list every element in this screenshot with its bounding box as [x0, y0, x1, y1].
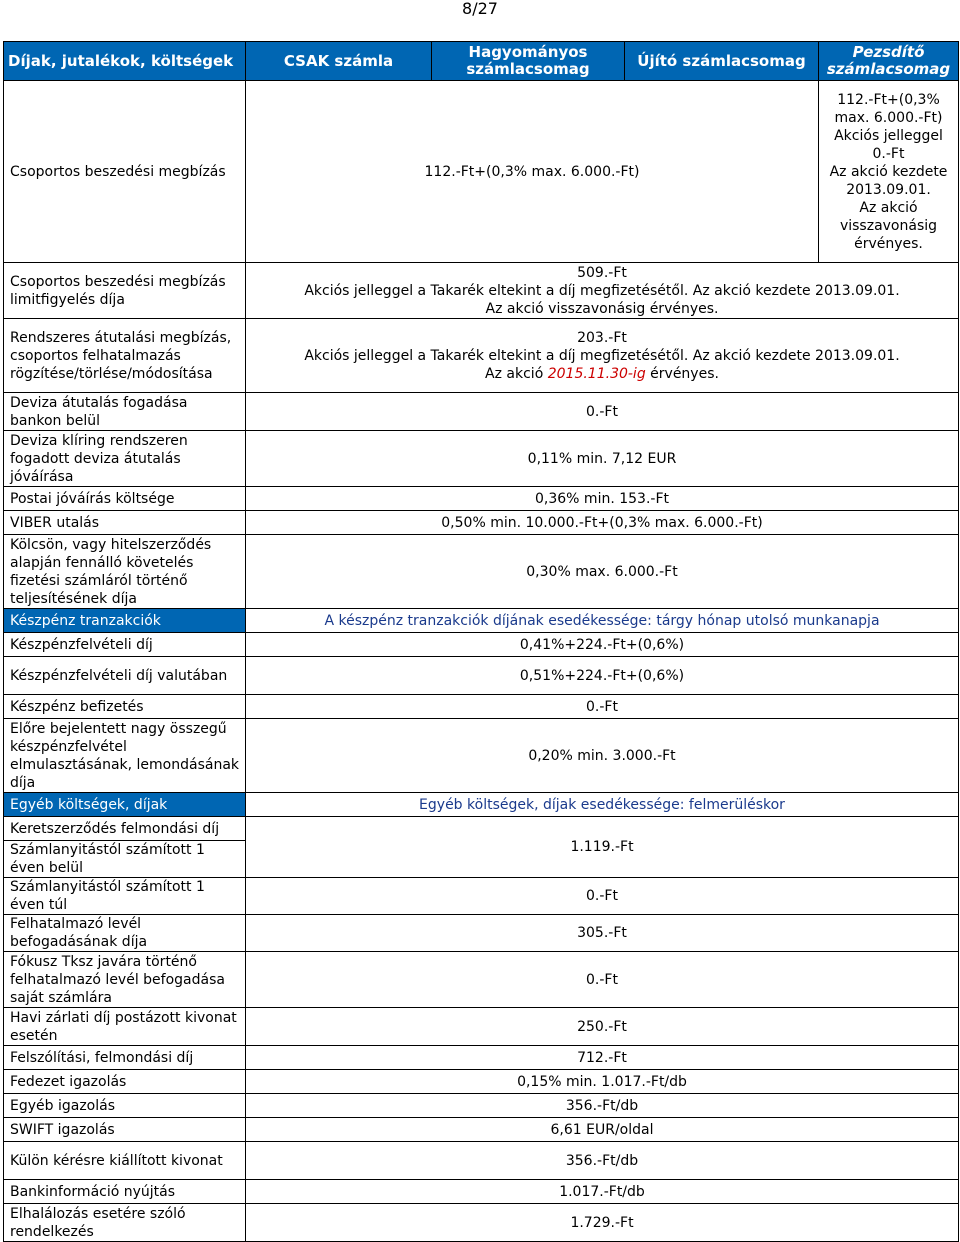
pezsdito-line: 112.-Ft+(0,3% max. 6.000.-Ft): [834, 91, 943, 126]
row-value: 0.-Ft: [246, 952, 959, 1008]
value-line: 203.-Ft: [577, 329, 627, 346]
section-title: Készpénz tranzakciók: [4, 609, 246, 633]
row-value: 0,36% min. 153.-Ft: [246, 487, 959, 511]
row-csoportos: [4, 81, 959, 263]
table-row: [4, 952, 959, 1008]
table-row: [4, 431, 959, 487]
row-label: Külön kérésre kiállított kivonat: [4, 1142, 246, 1180]
row-label: VIBER utalás: [4, 511, 246, 535]
pezsdito-line: Az akció visszavonásig érvényes.: [839, 199, 938, 252]
highlight-date: 2015.11.30-ig: [547, 365, 646, 382]
row-value: 0,11% min. 7,12 EUR: [246, 431, 959, 487]
row-value: 356.-Ft/db: [246, 1094, 959, 1118]
table-row: [4, 1008, 959, 1046]
row-value: 0.-Ft: [246, 695, 959, 719]
row-value: 712.-Ft: [246, 1046, 959, 1070]
value-line: Akciós jelleggel a Takarék eltekint a díj megfizetésétől. Az akció kezdete 2013.09.01.: [304, 347, 900, 364]
row-label: Postai jóváírás költsége: [4, 487, 246, 511]
table-row: [4, 719, 959, 793]
row-value: 250.-Ft: [246, 1008, 959, 1046]
row-label: Készpénzfelvételi díj valutában: [4, 657, 246, 695]
table-row: [4, 633, 959, 657]
row-label: Fókusz Tksz javára történő felhatalmazó levél befogadása saját számlára: [4, 952, 246, 1008]
table-row: [4, 487, 959, 511]
row-label: Számlanyitástól számított 1 éven belül: [4, 841, 246, 878]
header-ujito: Újító számlacsomag: [625, 42, 819, 81]
table-row: [4, 1118, 959, 1142]
table-row: [4, 511, 959, 535]
row-value: 0,41%+224.-Ft+(0,6%): [246, 633, 959, 657]
row-label: SWIFT igazolás: [4, 1118, 246, 1142]
row-value: 0.-Ft: [246, 878, 959, 915]
row-value: 6,61 EUR/oldal: [246, 1118, 959, 1142]
pezsdito-line: Akciós jelleggel 0.-Ft: [834, 127, 943, 162]
table-row: [4, 657, 959, 695]
section-note: A készpénz tranzakciók díjának esedékessége: tárgy hónap utolsó munkanapja: [246, 609, 959, 633]
row-label: Rendszeres átutalási megbízás, csoportos felhatalmazás rögzítése/törlése/módosítása: [4, 319, 246, 393]
row-value: 0,50% min. 10.000.-Ft+(0,3% max. 6.000.-Ft): [246, 511, 959, 535]
value-text: Az akció: [485, 365, 548, 382]
row-value: 1.729.-Ft: [246, 1204, 959, 1242]
row-label: Előre bejelentett nagy összegű készpénzfelvétel elmulasztásának, lemondásának díja: [4, 719, 246, 793]
table-row: [4, 915, 959, 952]
value-line: [252, 365, 952, 383]
table-row: [4, 1046, 959, 1070]
value-text: érvényes.: [645, 365, 719, 382]
value-line: Az akció visszavonásig érvényes.: [485, 300, 719, 317]
table-row: [4, 878, 959, 915]
row-value: 0,30% max. 6.000.-Ft: [246, 535, 959, 609]
row-value: 356.-Ft/db: [246, 1142, 959, 1180]
row-value: 0,51%+224.-Ft+(0,6%): [246, 657, 959, 695]
header-pezsdito: Pezsdítő számlacsomag: [819, 42, 959, 81]
row-label: Csoportos beszedési megbízás limitfigyelés díja: [4, 263, 246, 319]
header-row: [4, 42, 959, 81]
section-title: Egyéb költségek, díjak: [4, 793, 246, 817]
row-label: Egyéb igazolás: [4, 1094, 246, 1118]
table-row: [4, 535, 959, 609]
row-label: Deviza klíring rendszeren fogadott deviza átutalás jóváírása: [4, 431, 246, 487]
section-note: Egyéb költségek, díjak esedékessége: felmerüléskor: [246, 793, 959, 817]
row-value: 1.017.-Ft/db: [246, 1180, 959, 1204]
row-value: 305.-Ft: [246, 915, 959, 952]
table-row: [4, 1142, 959, 1180]
header-hagyomanyos: Hagyományos számlacsomag: [432, 42, 625, 81]
row-label: Készpénzfelvételi díj: [4, 633, 246, 657]
row-label: Keretszerződés felmondási díj: [4, 817, 246, 841]
row-value: 0,20% min. 3.000.-Ft: [246, 719, 959, 793]
value-line: Akciós jelleggel a Takarék eltekint a díj megfizetésétől. Az akció kezdete 2013.09.01.: [304, 282, 900, 299]
row-limitfigyeles: [4, 263, 959, 319]
row-value: 1.119.-Ft: [246, 817, 959, 878]
row-label: Bankinformáció nyújtás: [4, 1180, 246, 1204]
row-label: Elhalálozás esetére szóló rendelkezés: [4, 1204, 246, 1242]
row-label: Készpénz befizetés: [4, 695, 246, 719]
pezsdito-value: [819, 81, 959, 263]
table-row: [4, 1070, 959, 1094]
header-csak: CSAK számla: [246, 42, 432, 81]
table-row: [4, 817, 959, 841]
value-line: 509.-Ft: [577, 264, 627, 281]
row-value: [246, 319, 959, 393]
pezsdito-line: Az akció kezdete 2013.09.01.: [829, 163, 948, 198]
table-row: [4, 695, 959, 719]
table-row: [4, 1094, 959, 1118]
row-label: Deviza átutalás fogadása bankon belül: [4, 393, 246, 431]
row-value: 112.-Ft+(0,3% max. 6.000.-Ft): [246, 81, 819, 263]
section-other: [4, 793, 959, 817]
table-row: [4, 1180, 959, 1204]
fee-table: [3, 41, 959, 1242]
row-rendszeres: [4, 319, 959, 393]
row-label: Felszólítási, felmondási díj: [4, 1046, 246, 1070]
table-row: [4, 393, 959, 431]
row-label: Csoportos beszedési megbízás: [4, 81, 246, 263]
row-label: Kölcsön, vagy hitelszerződés alapján fennálló követelés fizetési számláról történő teljesítésének díja: [4, 535, 246, 609]
row-value: [246, 263, 959, 319]
row-label: Számlanyitástól számított 1 éven túl: [4, 878, 246, 915]
section-cash: [4, 609, 959, 633]
row-label: Fedezet igazolás: [4, 1070, 246, 1094]
row-label: Felhatalmazó levél befogadásának díja: [4, 915, 246, 952]
header-fees: Díjak, jutalékok, költségek: [4, 42, 246, 81]
row-label: Havi zárlati díj postázott kivonat esetén: [4, 1008, 246, 1046]
row-value: 0,15% min. 1.017.-Ft/db: [246, 1070, 959, 1094]
row-value: 0.-Ft: [246, 393, 959, 431]
page-number: 8/27: [462, 0, 498, 18]
